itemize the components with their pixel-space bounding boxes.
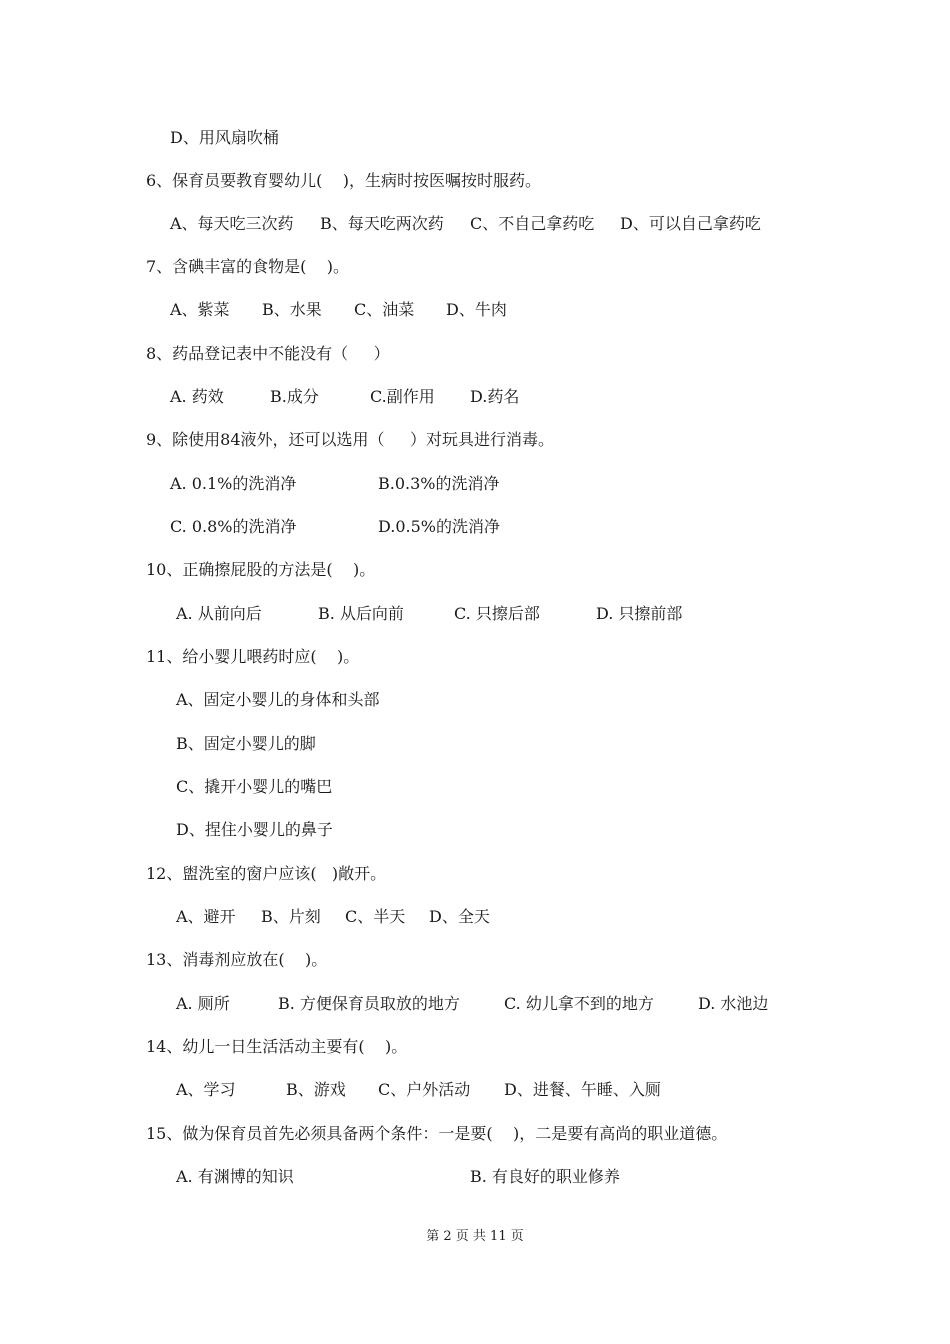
option-text: C、撬开小婴儿的嘴巴 [176, 777, 333, 796]
option-text: D.药名 [470, 387, 520, 406]
option-text: A. 0.1%的洗消净 [170, 474, 297, 493]
option-text: A. 药效 [170, 387, 224, 406]
option-text: A. 从前向后 [176, 604, 262, 623]
option-text: C、户外活动 [378, 1080, 471, 1099]
option-text: C、油菜 [354, 300, 415, 319]
question-12: 12、盥洗室的窗户应该( )敞开。 [146, 864, 387, 883]
option-text: B.成分 [270, 387, 319, 406]
option-text: D. 水池边 [698, 994, 769, 1013]
option-text: D. 只擦前部 [596, 604, 683, 623]
page-footer: 第 2 页 共 11 页 [426, 1229, 524, 1244]
option-text: D、捏住小婴儿的鼻子 [176, 820, 333, 839]
option-text: B、游戏 [286, 1080, 346, 1099]
option-text: C、不自己拿药吃 [470, 214, 595, 233]
option-text: A、每天吃三次药 [170, 214, 294, 233]
option-text: A. 厕所 [176, 994, 230, 1013]
option-text: B. 从后向前 [318, 604, 404, 623]
option-text: C.副作用 [370, 387, 435, 406]
option-text: C. 幼儿拿不到的地方 [504, 994, 654, 1013]
option-text: C、半天 [345, 907, 406, 926]
question-10: 10、正确擦屁股的方法是( )。 [146, 560, 376, 579]
option-text: B. 方便保育员取放的地方 [278, 994, 460, 1013]
option-text: A、避开 [176, 907, 236, 926]
option-text: D、可以自己拿药吃 [620, 214, 761, 233]
question-6: 6、保育员要教育婴幼儿( )，生病时按医嘱按时服药。 [146, 171, 542, 190]
option-text: B、水果 [262, 300, 322, 319]
option-text: A、固定小婴儿的身体和头部 [176, 690, 380, 709]
option-text: B.0.3%的洗消净 [378, 474, 500, 493]
option-text: A、紫菜 [170, 300, 230, 319]
option-text: B、片刻 [261, 907, 321, 926]
option-text: B. 有良好的职业修养 [470, 1167, 620, 1186]
question-8: 8、药品登记表中不能没有（ ） [146, 344, 390, 363]
option-text: A. 有渊博的知识 [176, 1167, 294, 1186]
question-7: 7、含碘丰富的食物是( )。 [146, 257, 350, 276]
question-9: 9、除使用84液外，还可以选用（ ）对玩具进行消毒。 [146, 430, 554, 449]
option-text: B、固定小婴儿的脚 [176, 734, 316, 753]
option-text: D、全天 [429, 907, 490, 926]
option-text: C. 0.8%的洗消净 [170, 517, 297, 536]
question-15: 15、做为保育员首先必须具备两个条件：一是要( )，二是要有高尚的职业道德。 [146, 1124, 728, 1143]
option-text: D.0.5%的洗消净 [378, 517, 500, 536]
option-text: C. 只擦后部 [454, 604, 540, 623]
question-13: 13、消毒剂应放在( )。 [146, 950, 328, 969]
option-text: B、每天吃两次药 [320, 214, 444, 233]
question-14: 14、幼儿一日生活活动主要有( )。 [146, 1037, 408, 1056]
question-11: 11、给小婴儿喂药时应( )。 [146, 647, 360, 666]
option-text: D、牛肉 [446, 300, 507, 319]
option-text: D、用风扇吹桶 [170, 128, 279, 147]
option-text: D、进餐、午睡、入厕 [504, 1080, 661, 1099]
option-text: A、学习 [176, 1080, 236, 1099]
